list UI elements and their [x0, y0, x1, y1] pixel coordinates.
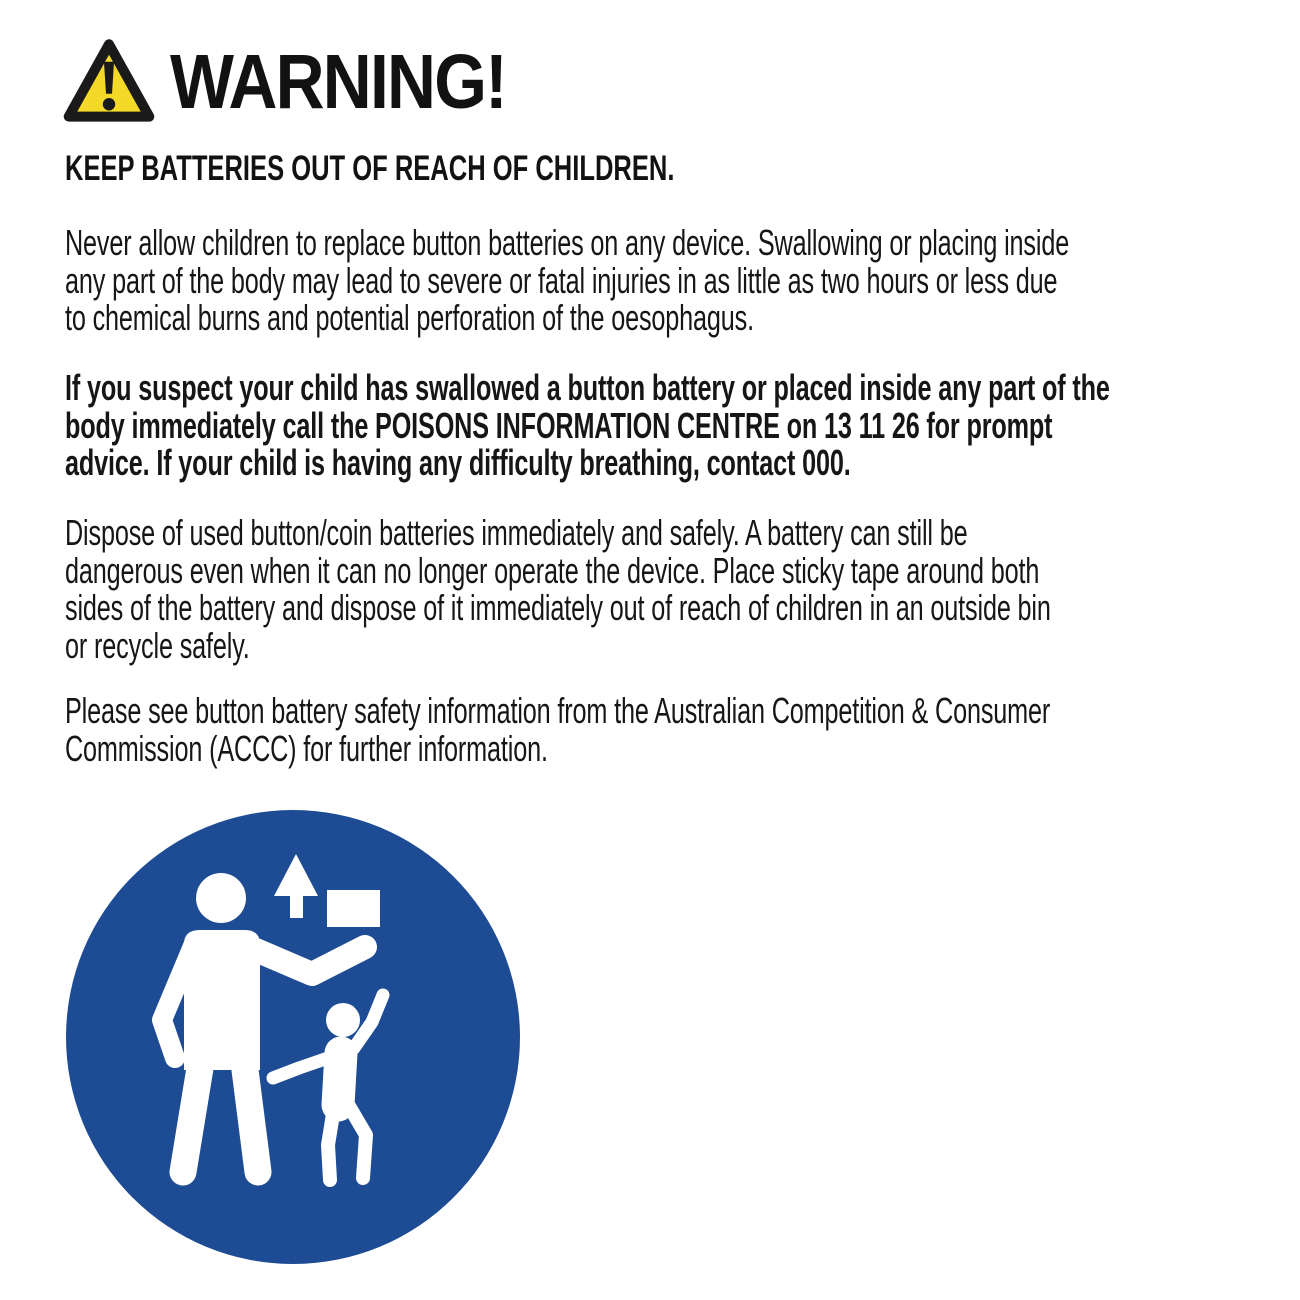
- keep-out-of-reach-of-children-pictogram: [66, 810, 520, 1264]
- keep-batteries-heading: KEEP BATTERIES OUT OF REACH OF CHILDREN.: [65, 149, 675, 188]
- paragraph-swallowing-risk: [65, 224, 1069, 337]
- text-line: to chemical burns and potential perforation of the oesophagus.: [65, 297, 754, 339]
- text-line: advice. If your child is having any difficulty breathing, contact 000.: [65, 442, 851, 484]
- text-line: any part of the body may lead to severe or fatal injuries in as little as two hours or less due: [65, 259, 1058, 301]
- exclamation-dot: [103, 98, 115, 110]
- keep-out-of-reach-of-children-icon: [66, 810, 520, 1264]
- text-line: sides of the battery and dispose of it immediately out of reach of children in an outside bin: [65, 587, 1051, 629]
- text-line: dangerous even when it can no longer operate the device. Place sticky tape around both: [65, 549, 1040, 591]
- warning-header: [63, 37, 155, 123]
- text-line: Never allow children to replace button batteries on any device. Swallowing or placing inside: [65, 222, 1070, 263]
- text-line: Commission (ACCC) for further information.: [65, 727, 548, 769]
- text-line: Dispose of used button/coin batteries immediately and safely. A battery can still be: [65, 512, 968, 553]
- battery-box: [327, 890, 380, 927]
- paragraph-disposal: [65, 514, 1051, 664]
- text-line: or recycle safely.: [65, 624, 250, 666]
- paragraph-poisons-information: [65, 369, 1110, 482]
- text-line: If you suspect your child has swallowed a button battery or placed inside any part of the: [65, 367, 1110, 408]
- text-line: Please see button battery safety information from the Australian Competition & Consumer: [65, 690, 1051, 731]
- warning-title: WARNING!: [170, 39, 506, 125]
- text-line: body immediately call the POISONS INFORMATION CENTRE on 13 11 26 for prompt: [65, 404, 1053, 446]
- warning-triangle-icon: [63, 37, 155, 123]
- paragraph-accc-reference: [65, 692, 1050, 767]
